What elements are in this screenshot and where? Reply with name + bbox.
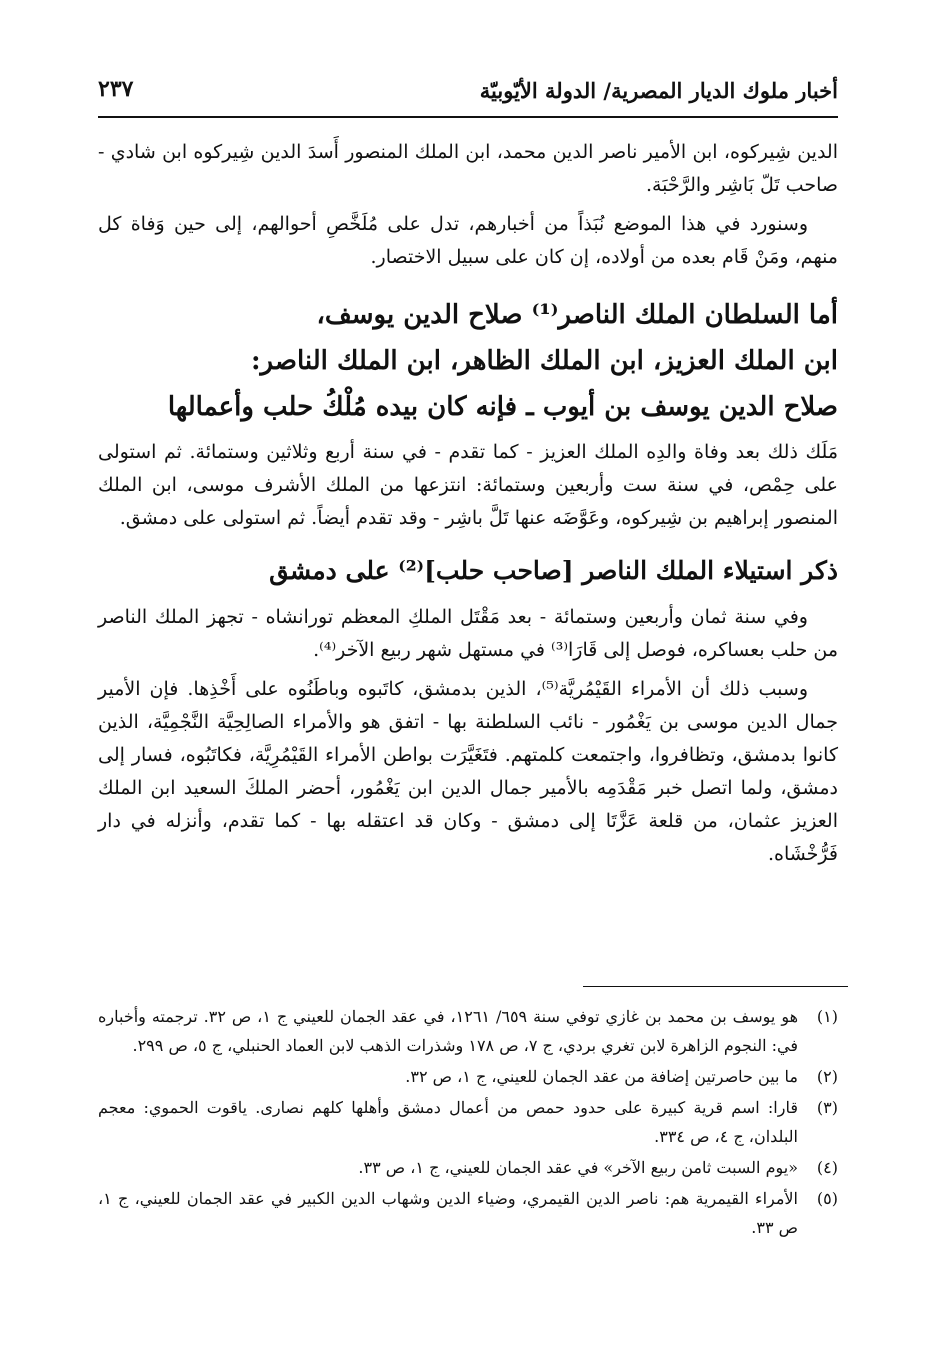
footnote-number: (٣)	[816, 1098, 838, 1117]
footnote-number: (٥)	[816, 1189, 838, 1208]
paragraph-campaign: وفي سنة ثمان وأربعين وستمائة - بعد مَقْتَل الملكِ المعظم تورانشاه - تجهز الملك الناصر من حلب بعساكره، فوصل إلى قَارَا⁽³⁾ في مستهل شهر ربيع الآخر⁽⁴⁾.	[98, 606, 838, 661]
section-heading-main	[98, 292, 838, 430]
paragraph-intro: وسنورد في هذا الموضع نُبَذاً من أخبارهم، تدل على مُلَخَّصِ أحوالهم، إلى حين وَفاة كل منهم، ومَنْ قَام بعده من أولاده، إن كان على سبيل الاختصار.	[98, 213, 838, 268]
footnote-item	[98, 1062, 838, 1091]
footnote-item	[98, 1093, 838, 1151]
footnote-divider	[583, 986, 848, 987]
page-number: ٢٣٧	[98, 76, 134, 102]
body-text	[98, 136, 838, 871]
heading-line-3: صلاح الدين يوسف بن أيوب ـ فإنه كان بيده مُلْكُ حلب وأعمالها	[167, 392, 838, 422]
footnote-number: (١)	[816, 1007, 838, 1026]
footnote-number: (٤)	[816, 1158, 838, 1177]
paragraph-cause: وسبب ذلك أن الأمراء القَيْمُريَّة⁽⁵⁾، الذين بدمشق، كاتَبوه وباطَنُوه على أَخْذِها. فإن الأمير جمال الدين موسى بن يَغْمُور - نائب السلطنة بها - اتفق هو والأمراء الصالِحِيَّة النَّجْمِيَّة، الذين كانوا بدمشق، وتظافروا، واجتمعت كلمتهم. فتَغَيَّرَت بواطن الأمراء القَيْمُرِيَّة، فكاتَبُوه، فسار إلى دمشق، ولما اتصل خبر مَقْدَمِه بالأمير جمال الدين ابن يَغْمُور، أحضر الملكَ السعيد ابن الملك العزيز عثمان، من قلعة عَزَّتَا إلى دمشق - وكان قد اعتقله بها - كما تقدم، وأنزله في دار فَرُّخْشَاه.	[98, 678, 838, 865]
footnote-text: قارا: اسم قرية كبيرة على حدود حمص من أعمال دمشق وأهلها كلهم نصارى. ياقوت الحموي: معجم البلدان، ج ٤، ص ٣٣٤.	[98, 1098, 798, 1146]
paragraph-continuation: الدين شِيركوه، ابن الأمير ناصر الدين محمد، ابن الملك المنصور أَسدَ الدين شِيركوه ابن شادي - صاحب تَلّ بَاشِر والرَّحْبَة.	[98, 141, 838, 196]
running-head	[98, 72, 838, 118]
section-heading-sub: ذكر استيلاء الملك الناصر [صاحب حلب]⁽²⁾ على دمشق	[269, 556, 838, 585]
footnote-item	[98, 1184, 838, 1242]
footnote-item	[98, 1002, 838, 1060]
footnote-item	[98, 1153, 838, 1182]
footnote-text: ما بين حاصرتين إضافة من عقد الجمان للعيني، ج ١، ص ٣٢.	[405, 1067, 798, 1086]
running-title: أخبار ملوك الديار المصرية/ الدولة الأيّوبيّة	[479, 78, 838, 103]
book-page	[98, 72, 838, 877]
footnote-number: (٢)	[816, 1067, 838, 1086]
footnotes	[98, 1002, 838, 1244]
footnote-text: «يوم السبت ثامن ربيع الآخر» في عقد الجمان للعيني، ج ١، ص ٣٣.	[358, 1158, 798, 1177]
heading-line-2: ابن الملك العزيز، ابن الملك الظاهر، ابن الملك الناصر:	[250, 346, 838, 376]
paragraph-reign: مَلَك ذلك بعد وفاة والدِه الملك العزيز - كما تقدم - في سنة أربع وثلاثين وستمائة. ثم استولى على حِمْص، في سنة ست وأربعين وستمائة: انتزعها من الملك الأشرف موسى، ابن الملك المنصور إبراهيم بن شِيركوه، وعَوَّضَه عنها تَلَّ باشِر - وقد تقدم أيضاً. ثم استولى على دمشق.	[98, 441, 838, 529]
footnote-text: الأمراء القيمرية هم: ناصر الدين القيمري، وضياء الدين وشهاب الدين الكبير في عقد الجمان للعيني، ج ١، ص ٣٣.	[98, 1189, 798, 1237]
heading-line-1: أما السلطان الملك الناصر⁽¹⁾ صلاح الدين يوسف،	[316, 300, 838, 330]
footnote-text: هو يوسف بن محمد بن غازي توفي سنة ٦٥٩/ ١٢٦١، في عقد الجمان للعيني ج ١، ص ٣٢. ترجمته وأخباره في: النجوم الزاهرة لابن تغري بردي، ج ٧، ص ١٧٨ وشذرات الذهب لابن العماد الحنبلي، ج ٥، ص ٢٩٩.	[98, 1007, 799, 1055]
